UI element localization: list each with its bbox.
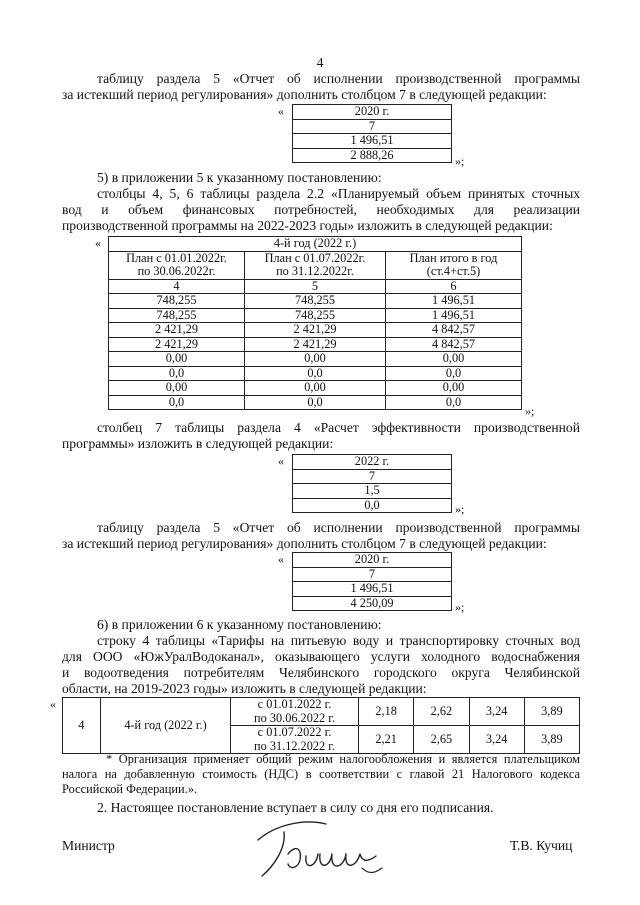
table-5 [62, 697, 580, 754]
paragraph-1-line-2: за истекший период регулирования» дополнить столбцом 7 в следующей редакции: [62, 87, 547, 102]
paragraph-4-line-1: таблицу раздела 5 «Отчет об исполнении производственной программы [97, 520, 580, 535]
table-row: 748,255 748,255 1 496,51 [109, 294, 522, 309]
table-row: 0,00 0,00 0,00 [109, 381, 522, 396]
footnote-line-3: Российской Федерации.». [62, 782, 198, 796]
table-4-close-quote: »; [455, 600, 465, 614]
paragraph-6: 2. Настоящее постановление вступает в силу со дня его подписания. [97, 800, 494, 815]
table-4-cell: 2020 г. [293, 553, 452, 568]
table-2-col-num: 5 [245, 279, 386, 294]
paragraph-5-line-3: для ООО «ЮжУралВодоканал», оказывающего услуги холодного водоснабжения [62, 649, 580, 664]
table-5-period: с 01.01.2022 г. по 30.06.2022 г. [231, 698, 359, 726]
footnote-line-1: * Организация применяет общий режим налогообложения и является плательщиком [106, 752, 580, 766]
table-1 [292, 104, 452, 163]
table-2 [108, 236, 522, 410]
paragraph-2-line-1: 5) в приложении 5 к указанному постановлению: [97, 170, 382, 185]
table-3-open-quote: « [278, 454, 284, 468]
table-4-cell: 1 496,51 [293, 582, 452, 597]
table-3-cell: 0,0 [293, 498, 452, 513]
table-3-cell: 7 [293, 469, 452, 484]
table-1-cell: 2020 г. [293, 105, 452, 120]
table-3-cell: 2022 г. [293, 455, 452, 470]
signature-title: Министр [62, 838, 115, 853]
table-5-value: 2,62 [414, 698, 469, 726]
table-5-value: 3,24 [469, 726, 524, 754]
table-3 [292, 454, 452, 513]
page-number: 4 [316, 55, 324, 70]
table-row: 0,0 0,0 0,0 [109, 366, 522, 381]
table-5-year: 4-й год (2022 г.) [101, 698, 231, 754]
paragraph-1-line-1: таблицу раздела 5 «Отчет об исполнении производственной программы [97, 71, 580, 86]
table-1-cell: 1 496,51 [293, 134, 452, 149]
table-1-open-quote: « [278, 104, 284, 118]
table-5-period: с 01.07.2022 г. по 31.12.2022 г. [231, 726, 359, 754]
table-4 [292, 552, 452, 611]
signature-name: Т.В. Кучиц [510, 838, 573, 853]
table-2-col-num: 4 [109, 279, 245, 294]
table-row: 0,00 0,00 0,00 [109, 352, 522, 367]
paragraph-5-line-1: 6) в приложении 6 к указанному постановлению: [97, 617, 382, 632]
table-5-value: 3,89 [524, 726, 579, 754]
table-4-cell: 4 250,09 [293, 596, 452, 611]
paragraph-3-line-2: программы» изложить в следующей редакции: [62, 436, 334, 451]
paragraph-5-line-4: и водоотведения потребителям Челябинского городского округа Челябинской [62, 665, 580, 680]
table-4-cell: 7 [293, 567, 452, 582]
footnote-line-2: налога на добавленную стоимость (НДС) в соответствии с главой 21 Налогового кодекса [62, 767, 580, 781]
table-row: 0,0 0,0 0,0 [109, 395, 522, 410]
table-row: 748,255 748,255 1 496,51 [109, 308, 522, 323]
table-3-cell: 1,5 [293, 484, 452, 499]
paragraph-2-line-4: производственной программы на 2022-2023 годы» изложить в следующей редакции: [62, 218, 553, 233]
table-4-open-quote: « [278, 552, 284, 566]
paragraph-2-line-3: вод и объем финансовых потребностей, необходимых для реализации [62, 202, 580, 217]
table-2-close-quote: »; [525, 404, 535, 418]
paragraph-2-line-2: столбцы 4, 5, 6 таблицы раздела 2.2 «Планируемый объем принятых сточных [97, 186, 580, 201]
table-2-header: План с 01.01.2022г. по 30.06.2022г. [109, 251, 245, 279]
table-1-close-quote: »; [455, 154, 465, 168]
table-5-value: 2,21 [359, 726, 414, 754]
paragraph-3-line-1: столбец 7 таблицы раздела 4 «Расчет эффективности производственной [97, 420, 580, 435]
table-5-value: 2,65 [414, 726, 469, 754]
table-5-open-quote: « [50, 697, 56, 711]
paragraph-5-line-5: области, на 2019-2023 годы» изложить в следующей редакции: [62, 681, 427, 696]
paragraph-4-line-2: за истекший период регулирования» дополнить столбцом 7 в следующей редакции: [62, 536, 547, 551]
table-2-col-num: 6 [386, 279, 522, 294]
handwritten-signature [244, 810, 394, 880]
table-2-title: 4-й год (2022 г.) [109, 237, 522, 252]
table-row: 2 421,29 2 421,29 4 842,57 [109, 337, 522, 352]
table-5-row-number: 4 [63, 698, 101, 754]
table-5-value: 3,24 [469, 698, 524, 726]
table-3-close-quote: »; [455, 502, 465, 516]
table-row: 2 421,29 2 421,29 4 842,57 [109, 323, 522, 338]
table-2-open-quote: « [95, 236, 101, 250]
table-2-header: План итого в год (ст.4+ст.5) [386, 251, 522, 279]
table-2-header: План с 01.07.2022г. по 31.12.2022г. [245, 251, 386, 279]
table-5-value: 3,89 [524, 698, 579, 726]
table-1-cell: 2 888,26 [293, 148, 452, 163]
paragraph-5-line-2: строку 4 таблицы «Тарифы на питьевую воду и транспортировку сточных вод [97, 633, 580, 648]
table-5-value: 2,18 [359, 698, 414, 726]
table-1-cell: 7 [293, 119, 452, 134]
